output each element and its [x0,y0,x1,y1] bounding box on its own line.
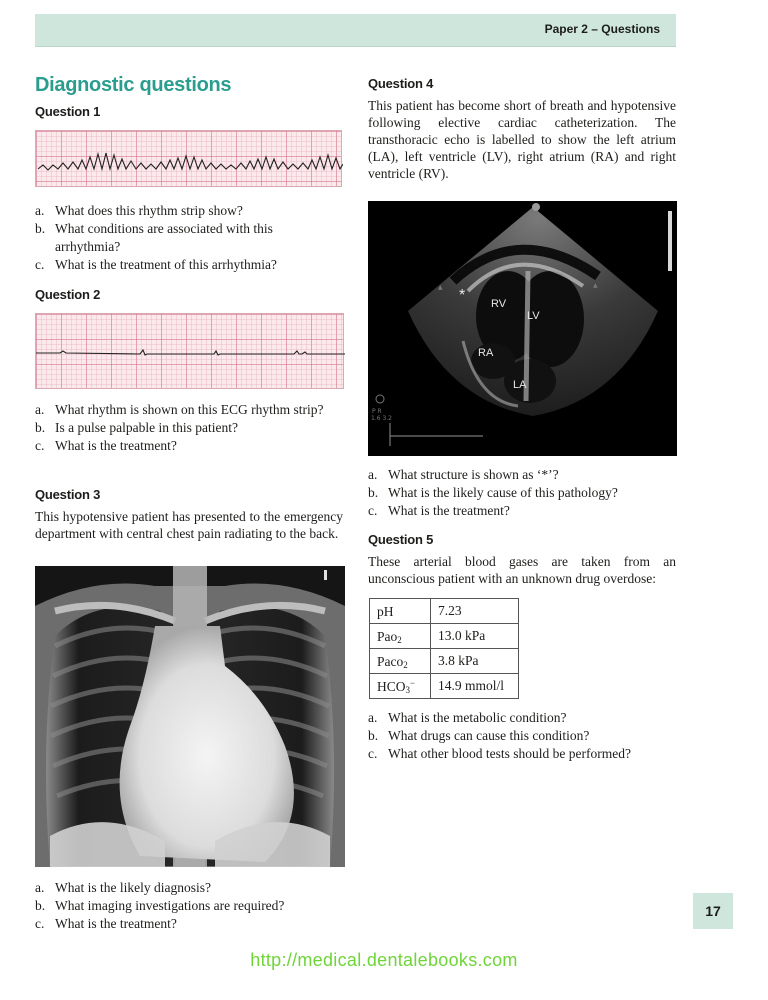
watermark-url: http://medical.dentalebooks.com [250,950,518,970]
table-row [370,624,519,649]
echo-label-la: LA [513,379,527,391]
table-row [370,599,519,624]
page-number: 17 [693,893,733,929]
question-4-list [368,466,676,520]
table-cell-param: Paco$_2$ [370,649,431,674]
list-item: a. What structure is shown as ‘*’? [368,467,559,482]
table-cell-value: 7.23 [431,599,519,624]
section-title: Diagnostic questions [35,74,232,96]
list-item: a. What rhythm is shown on this ECG rhythm strip? [35,402,324,417]
list-item: b. What drugs can cause this condition? [368,728,590,743]
echo-label-ra: RA [478,347,494,359]
question-3-title: Question 3 [35,487,101,502]
running-head-text: Paper 2 – Questions [544,22,660,36]
question-4-title: Question 4 [368,76,434,91]
table-cell-value: 13.0 kPa [431,624,519,649]
chest-xray-image [35,566,345,867]
question-5-list [368,709,676,763]
list-item: b. What imaging investigations are required? [35,898,285,913]
list-item: b. What conditions are associated with this arrhythmia? [35,221,273,254]
ecg-strip-1 [35,130,342,187]
list-item: a. What does this rhythm strip show? [35,203,243,218]
list-item: c. What is the treatment? [368,503,510,518]
table-cell-value: 3.8 kPa [431,649,519,674]
list-item: c. What is the treatment of this arrhythmia? [35,257,277,272]
blood-gas-table [369,598,519,699]
list-item: c. What is the treatment? [35,916,177,931]
echo-graphic [368,201,677,456]
question-4-intro: This patient has become short of breath and hypotensive following elective cardiac catheterization. The transthoracic echo is labelled to show the left atrium (LA), left ventricle (LV), right atrium (RA) and right ventricle (RV). [368,98,676,181]
chest-xray-graphic [35,566,345,867]
table-row [370,649,519,674]
list-item: a. What is the metabolic condition? [368,710,567,725]
svg-text:▲: ▲ [438,284,443,291]
list-item: b. What is the likely cause of this pathology? [368,485,618,500]
table-row [370,674,519,699]
question-1-list [35,202,335,274]
list-item: c. What is the treatment? [35,438,177,453]
table-cell-param: $HCO_3^-$ [370,674,431,699]
echo-label-rv: RV [491,298,507,310]
table-cell-value: 14.9 mmol/l [431,674,519,699]
ecg-strip-2 [35,313,344,389]
question-1-title: Question 1 [35,104,101,119]
echo-label-star: * [459,287,466,304]
question-5-title: Question 5 [368,532,434,547]
question-5-intro: These arterial blood gases are taken from an unconscious patient with an unknown drug overdose: [368,554,676,586]
list-item: b. Is a pulse palpable in this patient? [35,420,238,435]
svg-text:P R: P R [372,408,382,415]
table-cell-param: Pao$_2$ [370,624,431,649]
question-3-intro: This hypotensive patient has presented to the emergency department with central chest pain radiating to the back. [35,509,343,541]
ecg-trace-2 [36,314,345,390]
question-2-list [35,401,335,455]
list-item: c. What other blood tests should be performed? [368,746,631,761]
echocardiogram-image [368,201,677,456]
list-item: a. What is the likely diagnosis? [35,880,211,895]
svg-text:▲: ▲ [593,282,598,289]
running-head [35,14,676,47]
echo-label-lv: LV [527,310,540,322]
svg-text:1.6 3.2: 1.6 3.2 [371,415,392,422]
ecg-trace-1 [36,131,343,188]
question-2-title: Question 2 [35,287,101,302]
question-3-list [35,879,335,933]
table-cell-param: pH [370,599,431,624]
